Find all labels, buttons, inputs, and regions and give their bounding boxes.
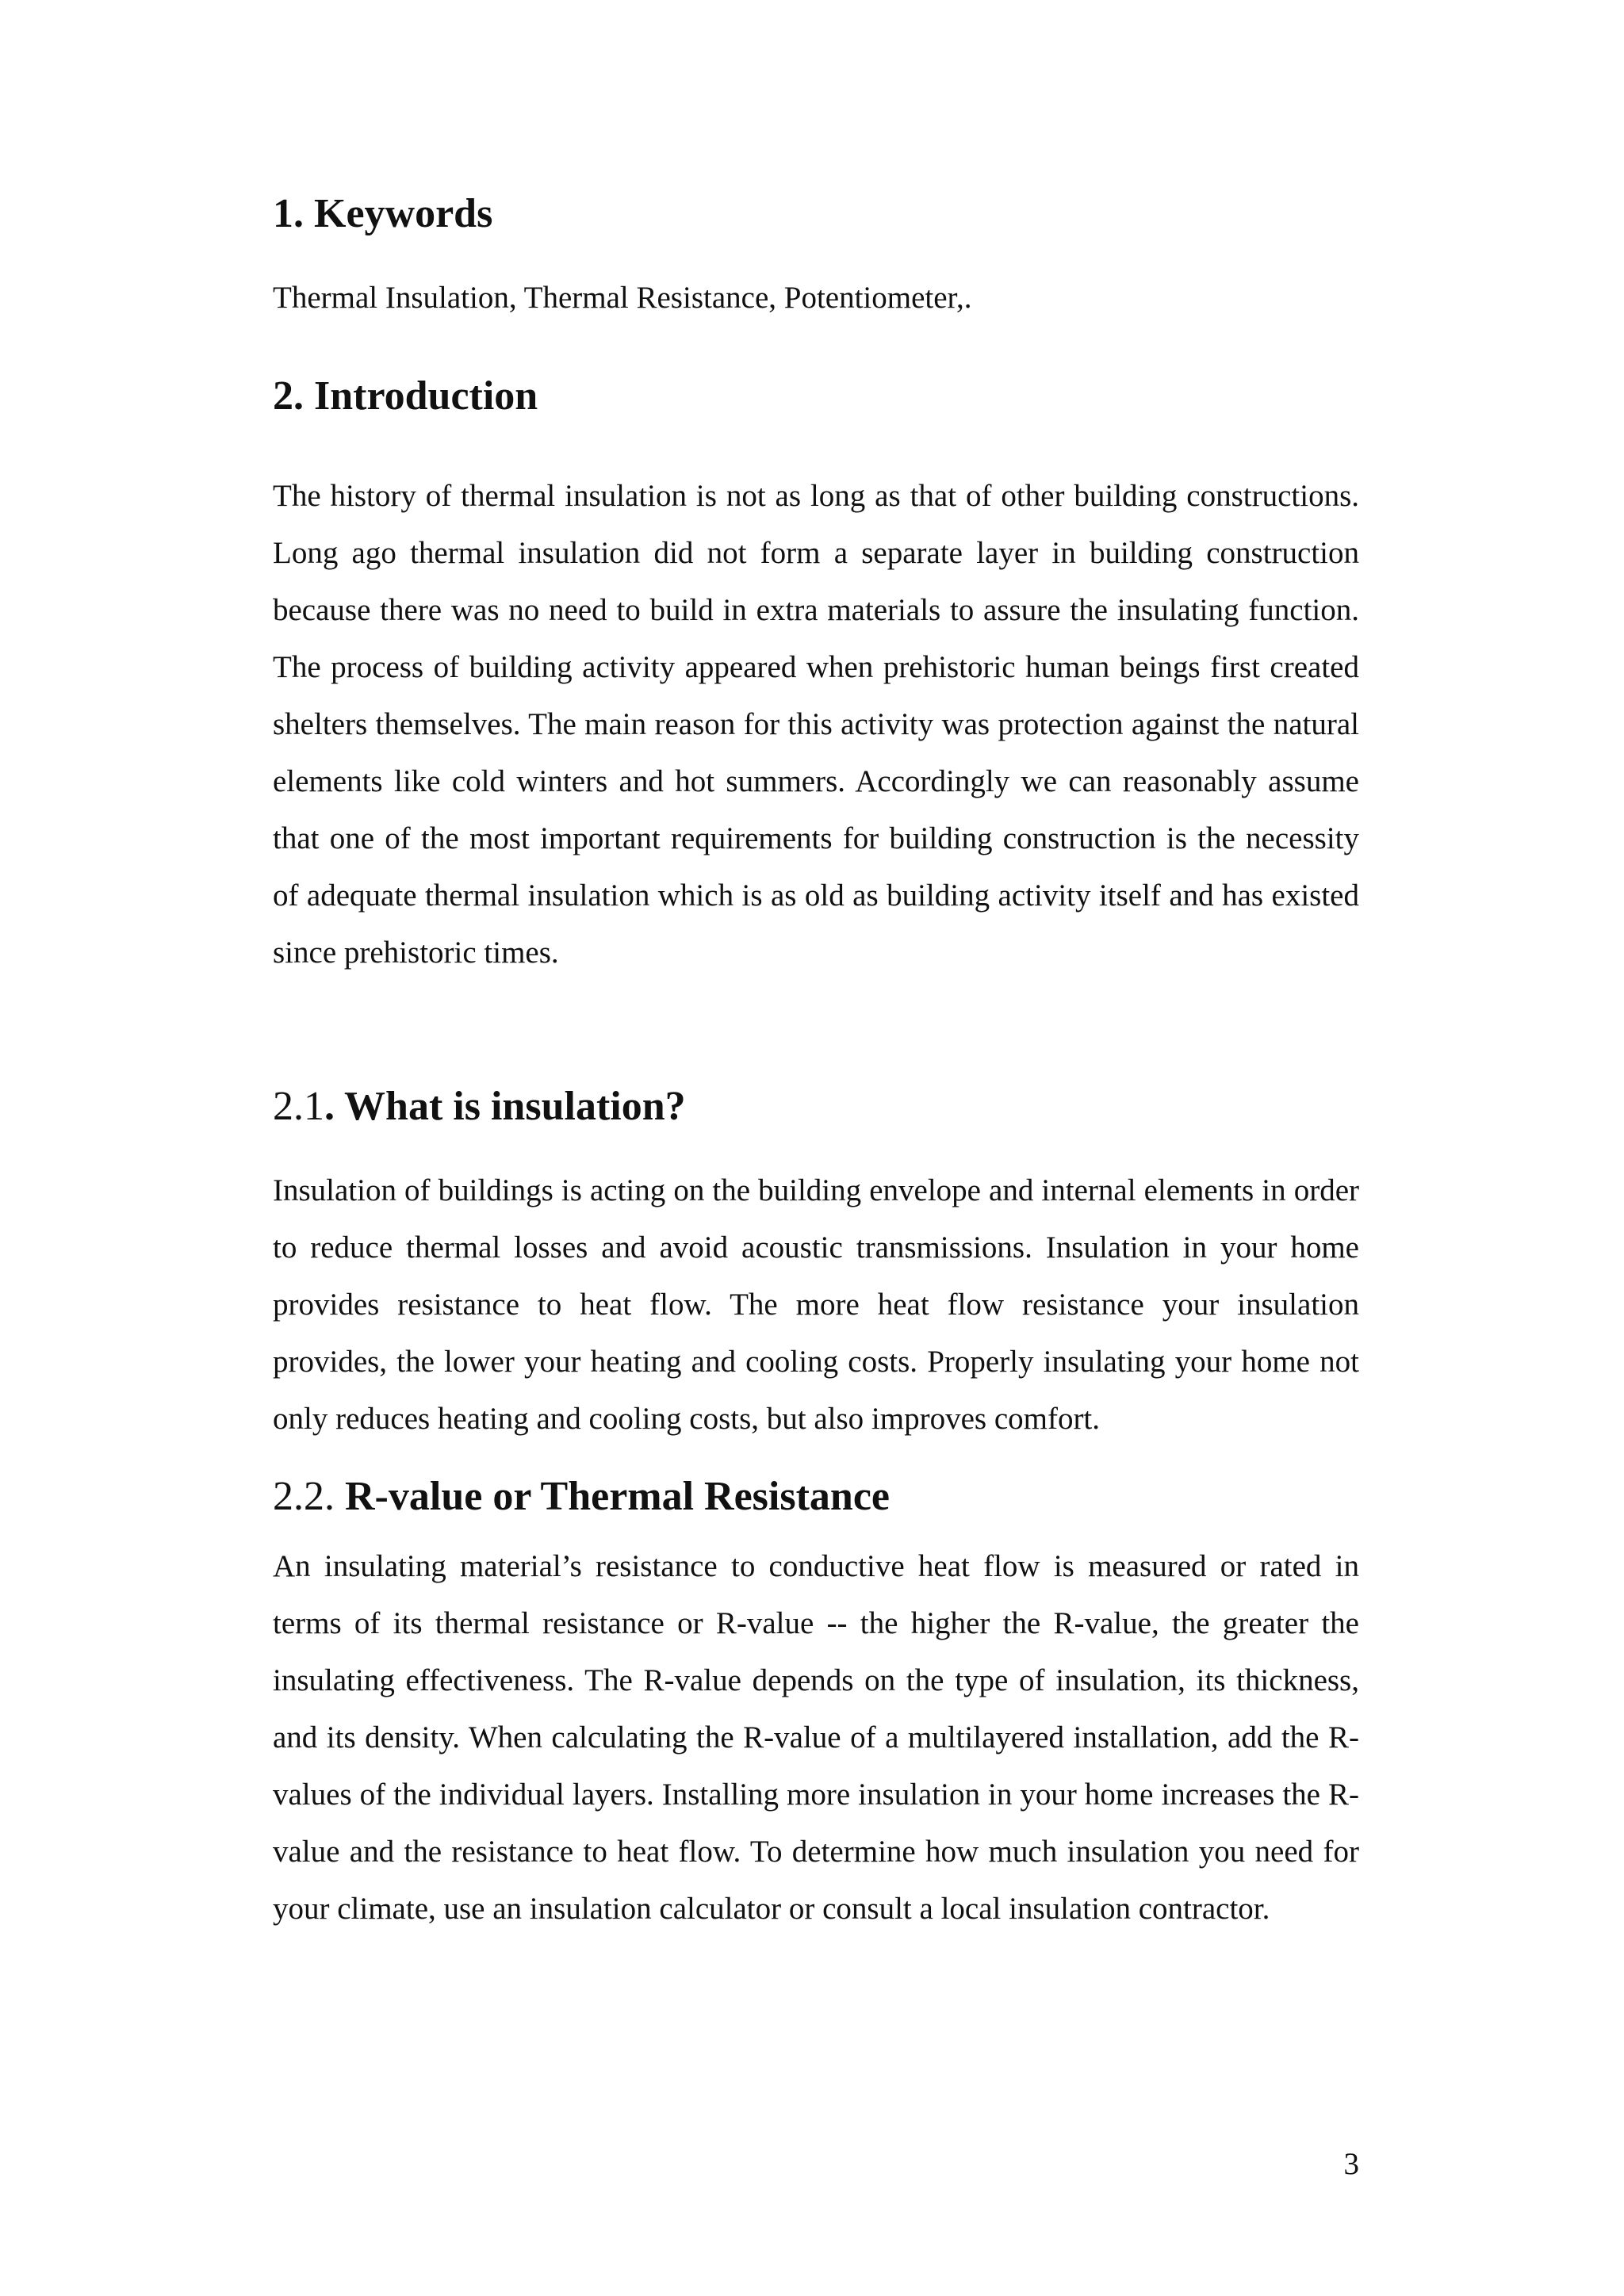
what-is-insulation-heading	[273, 1083, 686, 1131]
r-value-heading	[273, 1473, 890, 1521]
keywords-heading: 1. Keywords	[273, 191, 493, 236]
section-number: 2.1	[273, 1084, 324, 1129]
section-title: . What is insulation?	[324, 1084, 686, 1129]
introduction-paragraph: The history of thermal insulation is not as long as that of other building constructions. Long ago thermal insulation did not form a separate layer in building construction because there was no need to build in extra materials to assure the insulating function. The process of building activity appeared when prehistoric human beings first created shelters themselves. The main reason for this activity was protection against the natural elements like cold winters and hot summers. Accordingly we can reasonably assume that one of the most important requirements for building construction is the necessity of adequate thermal insulation which is as old as building activity itself and has existed since prehistoric times.	[273, 479, 1359, 970]
keywords-text: Thermal Insulation, Thermal Resistance, Potentiometer,.	[273, 281, 972, 315]
page-number: 3	[1343, 2147, 1359, 2181]
section-number: 2.2.	[273, 1474, 345, 1519]
r-value-paragraph: An insulating material’s resistance to conductive heat flow is measured or rated in terms of its thermal resistance or R-value -- the higher the R-value, the greater the insulating effectiveness. The R-value depends on the type of insulation, its thickness, and its density. When calculating the R-value of a multilayered installation, add the R-values of the individual layers. Installing more insulation in your home increases the R-value and the resistance to heat flow. To determine how much insulation you need for your climate, use an insulation calculator or consult a local insulation contractor.	[273, 1549, 1359, 1926]
what-is-insulation-paragraph: Insulation of buildings is acting on the building envelope and internal elements in order to reduce thermal losses and avoid acoustic transmissions. Insulation in your home provides resistance to heat flow. The more heat flow resistance your insulation provides, the lower your heating and cooling costs. Properly insulating your home not only reduces heating and cooling costs, but also improves comfort.	[273, 1173, 1359, 1436]
section-title: R-value or Thermal Resistance	[345, 1474, 890, 1519]
introduction-heading: 2. Introduction	[273, 373, 538, 419]
